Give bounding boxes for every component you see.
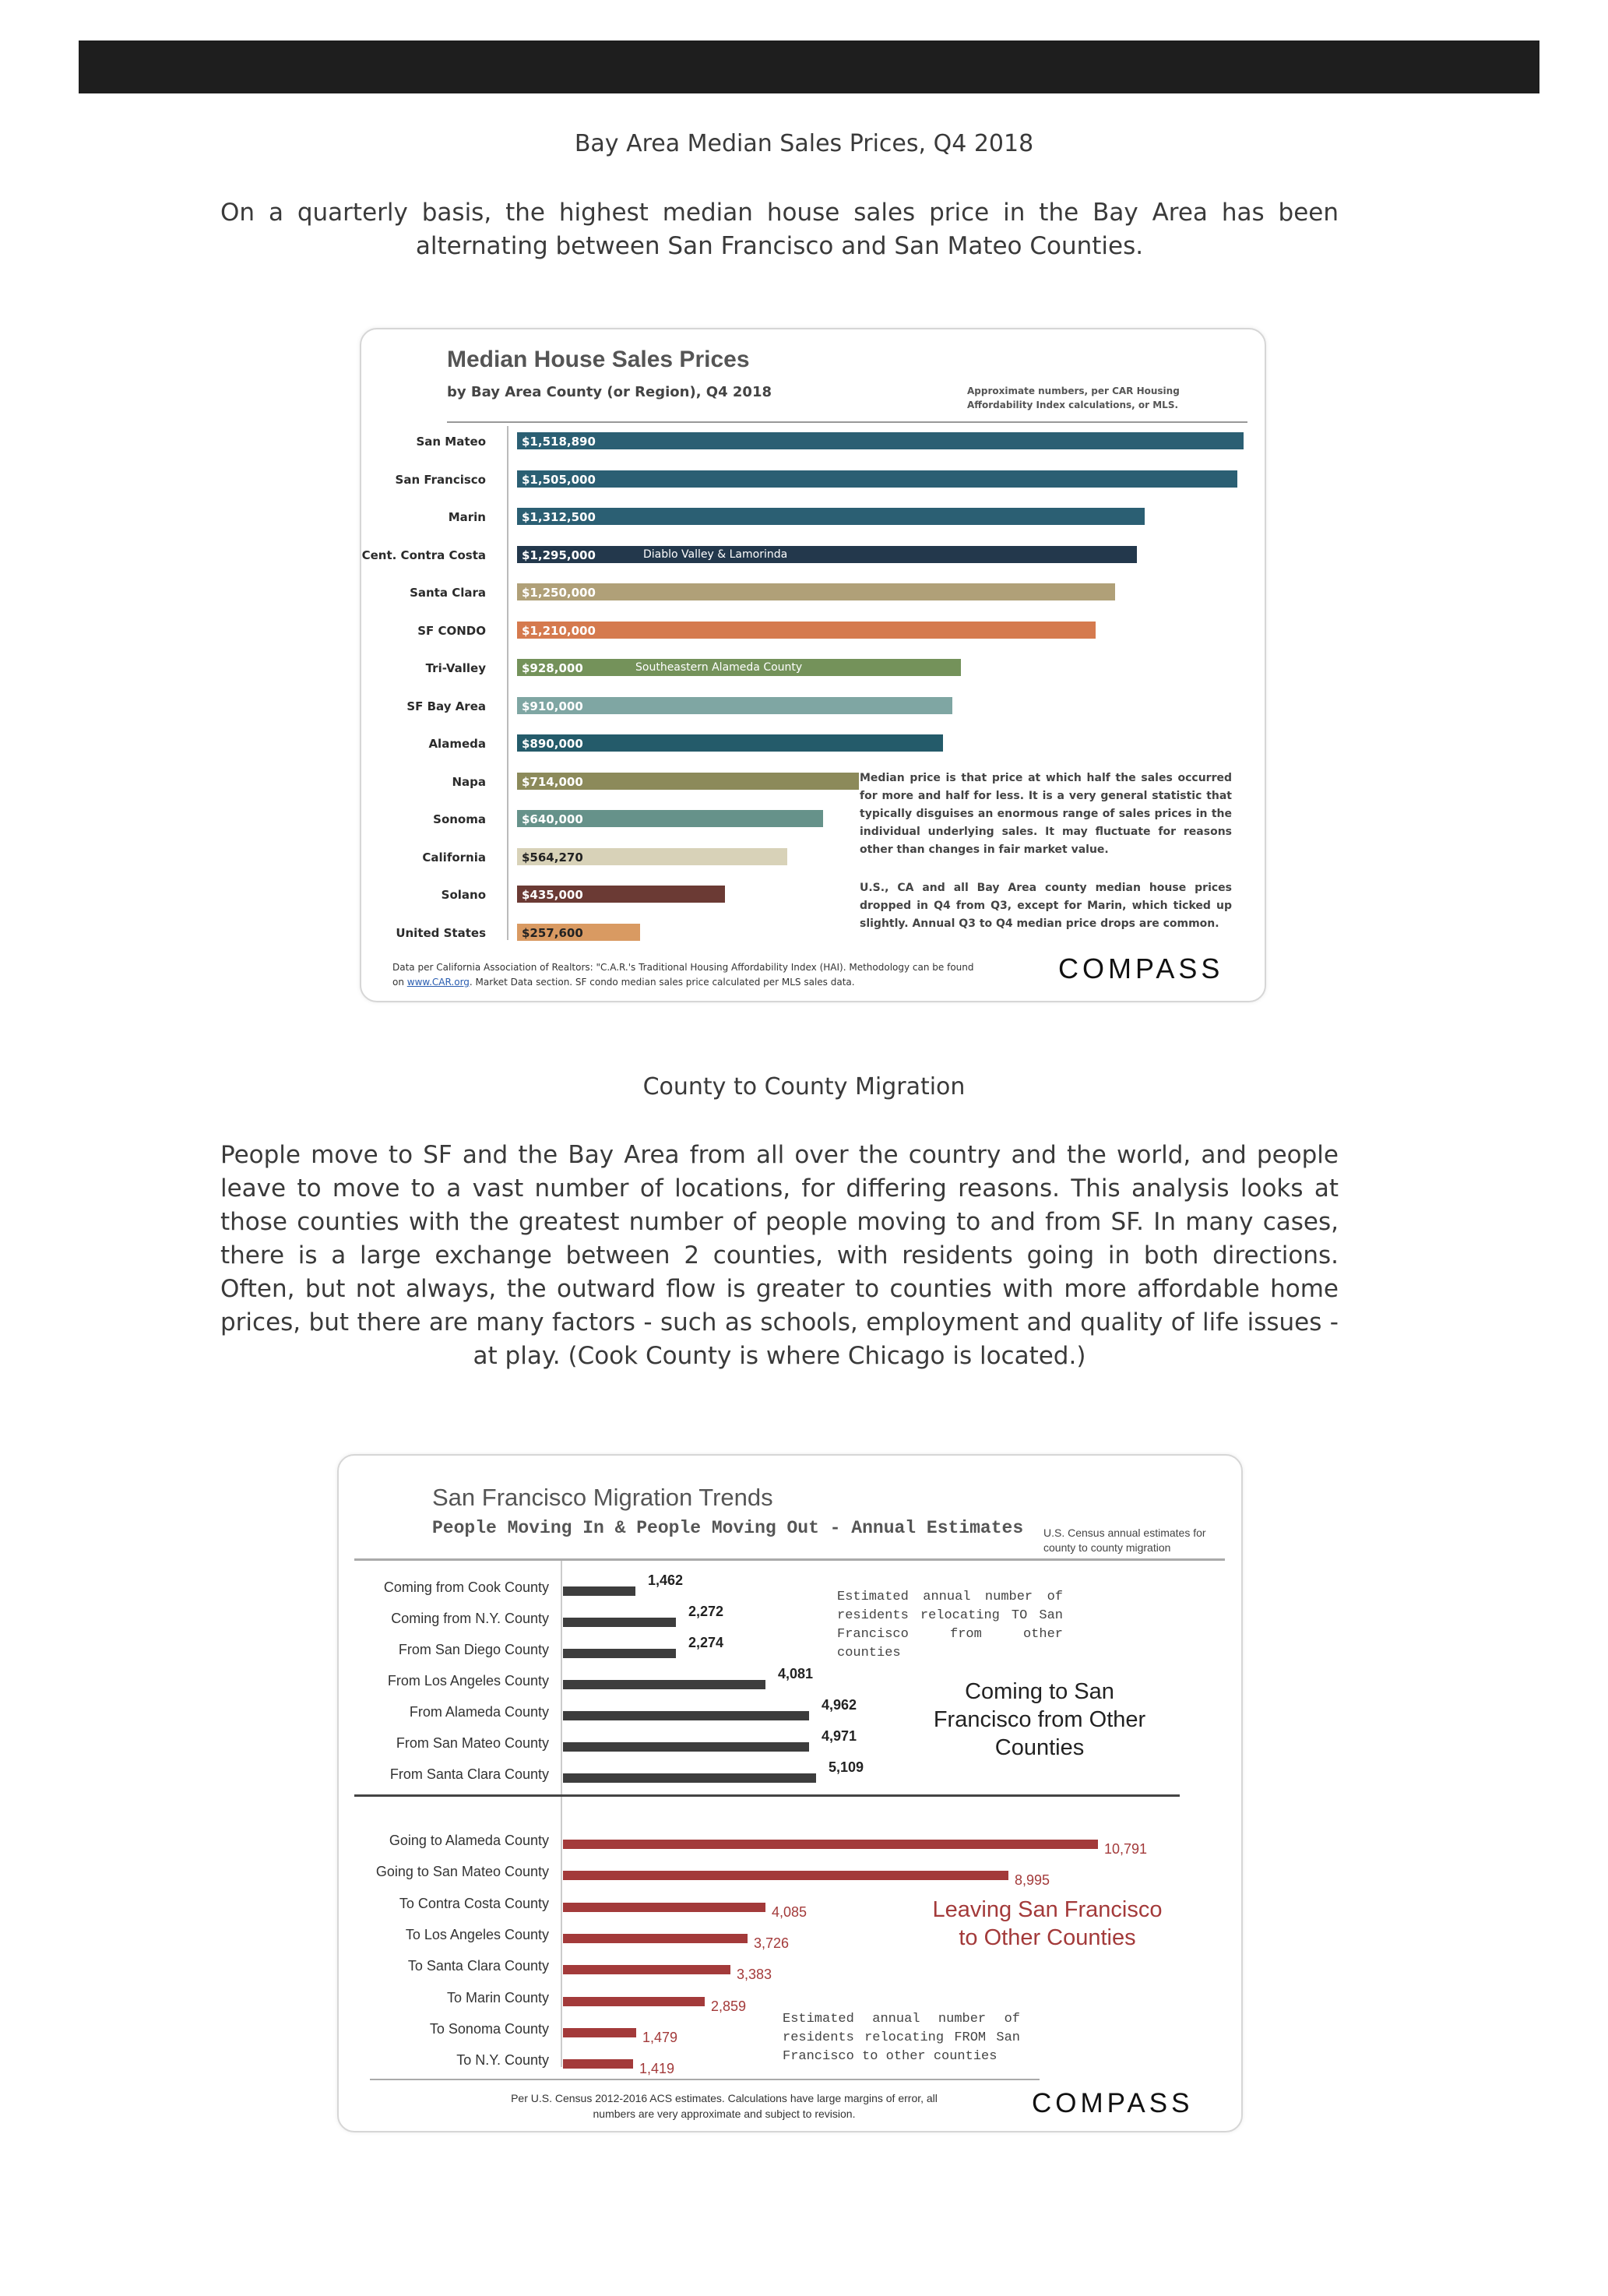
out-note: Estimated annual number of residents relocating FROM San Francisco to other counties (783, 2012, 1020, 2064)
category-label: From Los Angeles County (387, 1673, 549, 1689)
category-label: From Santa Clara County (389, 1766, 549, 1782)
census-source-note: Per U.S. Census 2012-2016 ACS estimates. Calculations have large margins of error, all numbers are very approximate and subject to revision. (511, 2092, 938, 2120)
category-label: Coming from Cook County (383, 1579, 549, 1595)
data-label: 4,971 (822, 1728, 857, 1744)
bar (517, 622, 1096, 639)
category-label: Sonoma (433, 812, 486, 826)
bar (563, 1742, 809, 1752)
data-label: 2,274 (688, 1635, 724, 1650)
category-label: Going to Alameda County (389, 1833, 549, 1848)
section-title-migration: County to County Migration (642, 1073, 966, 1100)
compass-logo: COMPASS (1032, 2088, 1194, 2118)
bar (563, 1711, 809, 1720)
category-label: To Santa Clara County (407, 1958, 549, 1974)
bar (517, 810, 823, 827)
data-label: $714,000 (522, 774, 583, 789)
compass-logo: COMPASS (1058, 953, 1224, 984)
source-post: . Market Data section. SF condo median sales price calculated per MLS sales data. (469, 977, 855, 988)
source-line-1: Data per California Association of Realtors: "C.A.R.'s Traditional Housing Affordability Index (HAI). Methodology can be found (392, 962, 974, 973)
bar (517, 659, 961, 676)
price-drop-note: U.S., CA and all Bay Area county median house prices dropped in Q4 from Q3, except for Marin, which ticked up slightly. Annual Q3 to Q4 median price drops are common. (860, 882, 1232, 930)
data-label: $1,295,000 (522, 548, 596, 562)
data-label: $435,000 (522, 888, 583, 902)
bar (517, 697, 952, 714)
approx-note: Approximate numbers, per CAR Housing Affordability Index calculations, or MLS. (967, 386, 1180, 410)
chart-title: San Francisco Migration Trends (432, 1484, 773, 1511)
category-label: SF CONDO (417, 623, 486, 638)
bar (563, 1773, 816, 1783)
title-divider (447, 421, 1247, 423)
category-label: Santa Clara (410, 586, 486, 600)
section-title-prices: Bay Area Median Sales Prices, Q4 2018 (574, 130, 1034, 157)
bar (563, 1680, 765, 1689)
category-label: Going to San Mateo County (375, 1864, 549, 1880)
category-label: Napa (452, 774, 486, 789)
data-label: 2,272 (688, 1604, 724, 1619)
source-pre: on (392, 977, 407, 988)
chart-subtitle: by Bay Area County (or Region), Q4 2018 (447, 384, 772, 400)
in-note-text: Estimated annual number of residents relocating TO San Francisco from other counties (837, 1590, 1063, 1660)
source-note (392, 960, 974, 990)
category-label: From San Diego County (398, 1642, 549, 1657)
category-label: To Los Angeles County (405, 1926, 549, 1942)
bar-annotation: Diablo Valley & Lamorinda (643, 548, 788, 561)
chart-title: Median House Sales Prices (447, 347, 750, 372)
top-banner (79, 40, 1539, 93)
data-label: 1,462 (648, 1572, 684, 1588)
out-callout: Leaving San Francisco to Other Counties (932, 1897, 1163, 1950)
data-label: $640,000 (522, 812, 583, 826)
data-label: 8,995 (1015, 1872, 1050, 1889)
data-label: 4,081 (778, 1666, 814, 1682)
data-label: 4,085 (772, 1903, 808, 1920)
bar (517, 886, 725, 903)
data-label: $910,000 (522, 699, 583, 713)
data-label: 3,726 (754, 1935, 790, 1951)
category-label: United States (396, 925, 486, 940)
in-note (837, 1588, 1063, 1663)
data-label: 3,383 (737, 1967, 772, 1983)
bar (517, 470, 1237, 488)
data-label: 5,109 (829, 1759, 864, 1775)
data-label: 10,791 (1104, 1841, 1148, 1857)
data-label: $564,270 (522, 850, 583, 865)
data-label: $1,210,000 (522, 623, 596, 638)
bar (517, 508, 1145, 525)
bar (563, 1997, 705, 2006)
category-label: San Francisco (395, 472, 486, 487)
category-label: To Contra Costa County (399, 1895, 549, 1911)
data-label: $890,000 (522, 737, 583, 751)
median-prices-chart-card (360, 328, 1266, 1002)
category-label: Cent. Contra Costa (361, 548, 486, 562)
bar-annotation: Southeastern Alameda County (635, 661, 803, 674)
bar (517, 924, 640, 941)
bar (563, 1934, 748, 1943)
category-label: From Alameda County (409, 1704, 549, 1720)
bar (517, 773, 859, 790)
bar (563, 1649, 676, 1658)
category-label: Alameda (428, 737, 486, 751)
bar (563, 2059, 633, 2069)
category-label: SF Bay Area (406, 699, 486, 713)
category-label: California (422, 850, 486, 865)
bar (517, 432, 1244, 449)
data-label: $1,312,500 (522, 510, 596, 524)
bar (563, 1840, 1098, 1849)
source-line-2 (392, 975, 974, 990)
category-label: Coming from N.Y. County (391, 1611, 549, 1626)
chart-subtitle: People Moving In & People Moving Out - Annual Estimates (432, 1518, 1024, 1538)
census-note: U.S. Census annual estimates for county to county migration (1043, 1527, 1206, 1554)
footer-divider (370, 2079, 1040, 2080)
median-definition-note: Median price is that price at which half the sales occurred for more and half for less. It is a very general statistic that typically disguises an enormous range of sales prices in the individual underlying sales. It may fluctuate for reasons other than changes in fair market value. (860, 772, 1232, 856)
data-label: $1,505,000 (522, 472, 596, 487)
data-label: $257,600 (522, 925, 583, 940)
data-label: $928,000 (522, 661, 583, 675)
bar (517, 583, 1115, 600)
bar (563, 1586, 635, 1596)
data-label: 2,859 (711, 1998, 747, 2014)
data-label: 1,419 (639, 2061, 675, 2077)
category-label: From San Mateo County (396, 1735, 549, 1751)
data-label: 4,962 (822, 1697, 857, 1713)
migration-chart-card (337, 1454, 1243, 2132)
bar (563, 2028, 636, 2037)
bar (563, 1903, 765, 1912)
plot-area (361, 432, 1265, 946)
category-label: Tri-Valley (425, 661, 486, 675)
category-label: To N.Y. County (456, 2052, 549, 2069)
section-intro-migration: People move to SF and the Bay Area from all over the country and the world, and people leave to move to a vast number of locations, for differing reasons. This analysis looks at those counties with the greatest number of people moving to and from SF. In many cases, there is a large exchange between 2 counties, with residents going in both directions. Often, but not always, the outward flow is greater to counties with more affordable home prices, but there are many factors - such as schools, employment and quality of life issues - at play. (Cook County is where Chicago is located.) (220, 1141, 1339, 1370)
bar (517, 546, 1137, 563)
data-label: $1,250,000 (522, 586, 596, 600)
data-label: 1,479 (642, 2029, 678, 2045)
category-label: San Mateo (416, 435, 486, 449)
bar (563, 1871, 1008, 1880)
data-label: $1,518,890 (522, 435, 596, 449)
bar (517, 848, 787, 865)
bar (563, 1618, 676, 1627)
section-intro-prices: On a quarterly basis, the highest median house sales price in the Bay Area has been alternating between San Francisco and San Mateo Counties. (220, 199, 1339, 260)
bar (517, 734, 943, 752)
category-label: To Sonoma County (429, 2020, 549, 2037)
in-callout: Coming to San Francisco from Other Counties (933, 1679, 1146, 1760)
category-label: To Marin County (446, 1989, 549, 2005)
category-label: Solano (441, 888, 486, 902)
category-label: Marin (448, 510, 486, 524)
car-link[interactable]: www.CAR.org (406, 977, 470, 988)
bar (563, 1965, 730, 1974)
